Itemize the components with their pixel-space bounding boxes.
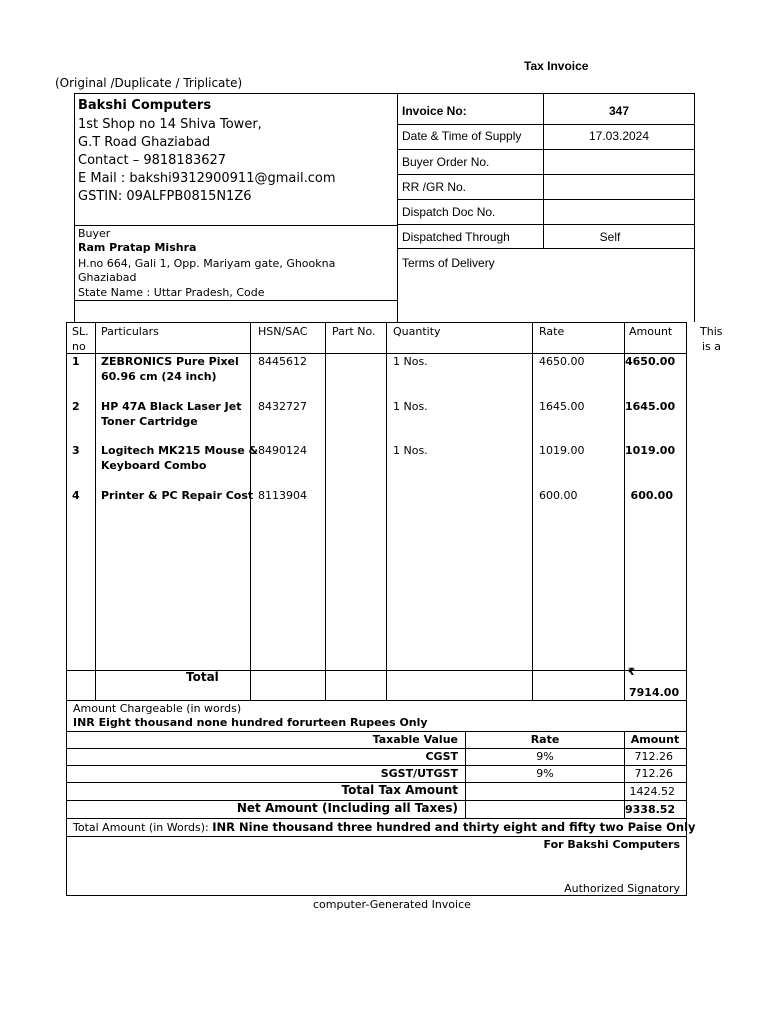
buyer-address-1: H.no 664, Gali 1, Opp. Mariyam gate, Ghookna xyxy=(78,257,336,270)
buyer-address-2: Ghaziabad xyxy=(78,271,137,284)
terms-of-delivery-label: Terms of Delivery xyxy=(402,256,495,270)
header-amount: Amount xyxy=(629,325,673,338)
row-hsn: 8113904 xyxy=(258,489,307,502)
footer-note: computer-Generated Invoice xyxy=(313,898,471,911)
row-sl: 1 xyxy=(72,355,80,368)
header-hsn: HSN/SAC xyxy=(258,325,308,338)
side-note-line-1: This xyxy=(700,325,723,338)
row-particulars-1: ZEBRONICS Pure Pixel xyxy=(101,355,239,368)
net-amount-value: 9338.52 xyxy=(625,803,676,816)
row-amount: 1019.00 xyxy=(625,444,676,457)
sgst-label: SGST/UTGST xyxy=(380,767,458,780)
header-particulars: Particulars xyxy=(101,325,159,338)
row-rate: 4650.00 xyxy=(539,355,585,368)
buyer-name: Ram Pratap Mishra xyxy=(78,241,197,254)
invoice-no-label: Invoice No: xyxy=(402,104,467,118)
row-qty: 1 Nos. xyxy=(393,400,428,413)
row-amount: 4650.00 xyxy=(625,355,676,368)
total-tax-label: Total Tax Amount xyxy=(341,783,458,797)
amount-words-value: INR Eight thousand none hundred forurteen Rupees Only xyxy=(73,716,428,729)
supply-date-value: 17.03.2024 xyxy=(588,129,650,143)
invoice-title: Tax Invoice xyxy=(524,59,589,73)
row-sl: 4 xyxy=(72,489,80,502)
header-part-no: Part No. xyxy=(332,325,376,338)
header-rate: Rate xyxy=(539,325,565,338)
amount-words-label: Amount Chargeable (in words) xyxy=(73,702,242,715)
header-sl-no: no xyxy=(72,340,86,353)
row-particulars-1: Logitech MK215 Mouse & xyxy=(101,444,259,457)
row-hsn: 8445612 xyxy=(258,355,307,368)
buyer-state: State Name : Uttar Pradesh, Code xyxy=(78,286,265,299)
sgst-rate: 9% xyxy=(536,767,554,780)
tax-header-rate: Rate xyxy=(530,733,560,746)
row-hsn: 8490124 xyxy=(258,444,307,457)
cgst-label: CGST xyxy=(425,750,458,763)
copy-note: (Original /Duplicate / Triplicate) xyxy=(55,76,243,90)
row-hsn: 8432727 xyxy=(258,400,307,413)
seller-email: E Mail : bakshi9312900911@gmail.com xyxy=(78,171,336,186)
cgst-amount: 712.26 xyxy=(634,750,673,763)
row-particulars-1: HP 47A Black Laser Jet xyxy=(101,400,242,413)
net-amount-label: Net Amount (Including all Taxes) xyxy=(236,801,458,815)
supply-date-label: Date & Time of Supply xyxy=(402,129,522,143)
row-rate: 600.00 xyxy=(539,489,578,502)
total-words-value: INR Nine thousand three hundred and thirty eight and fifty two Paise Only xyxy=(212,820,696,834)
row-amount: 600.00 xyxy=(630,489,673,502)
seller-address-1: 1st Shop no 14 Shiva Tower, xyxy=(78,117,262,132)
row-sl: 2 xyxy=(72,400,80,413)
row-particulars-2: 60.96 cm (24 inch) xyxy=(101,370,217,383)
invoice-no-value: 347 xyxy=(608,104,630,118)
row-rate: 1645.00 xyxy=(539,400,585,413)
total-words xyxy=(73,820,696,835)
tax-header-amount: Amount xyxy=(630,733,680,746)
dispatched-through-label: Dispatched Through xyxy=(402,230,510,244)
total-words-label: Total Amount (in Words): xyxy=(73,821,209,834)
row-particulars-2: Keyboard Combo xyxy=(101,459,207,472)
seller-contact: Contact – 9818183627 xyxy=(78,153,227,168)
row-amount: 1645.00 xyxy=(625,400,676,413)
dispatched-through-value: Self xyxy=(599,230,621,244)
total-amount: 7914.00 xyxy=(629,686,680,699)
row-particulars-1: Printer & PC Repair Cost xyxy=(101,489,254,502)
total-tax-value: 1424.52 xyxy=(629,785,675,798)
sgst-amount: 712.26 xyxy=(634,767,673,780)
cgst-rate: 9% xyxy=(536,750,554,763)
header-quantity: Quantity xyxy=(393,325,441,338)
seller-gstin: GSTIN: 09ALFPB0815N1Z6 xyxy=(78,189,252,204)
buyer-heading: Buyer xyxy=(78,227,111,240)
rr-gr-label: RR /GR No. xyxy=(402,180,467,194)
row-rate: 1019.00 xyxy=(539,444,585,457)
side-note-line-2: is a xyxy=(702,340,722,353)
seller-address-2: G.T Road Ghaziabad xyxy=(78,135,211,150)
row-sl: 3 xyxy=(72,444,80,457)
dispatch-doc-label: Dispatch Doc No. xyxy=(402,205,496,219)
row-particulars-2: Toner Cartridge xyxy=(101,415,198,428)
total-currency: ₹ xyxy=(628,667,635,678)
for-company-label: For Bakshi Computers xyxy=(543,838,680,851)
row-qty: 1 Nos. xyxy=(393,355,428,368)
header-sl: SL. xyxy=(72,325,89,338)
tax-header-taxable: Taxable Value xyxy=(372,733,458,746)
total-label: Total xyxy=(186,670,219,684)
buyer-order-label: Buyer Order No. xyxy=(402,155,490,169)
seller-name: Bakshi Computers xyxy=(78,98,212,113)
row-qty: 1 Nos. xyxy=(393,444,428,457)
authorized-signatory: Authorized Signatory xyxy=(564,882,680,895)
